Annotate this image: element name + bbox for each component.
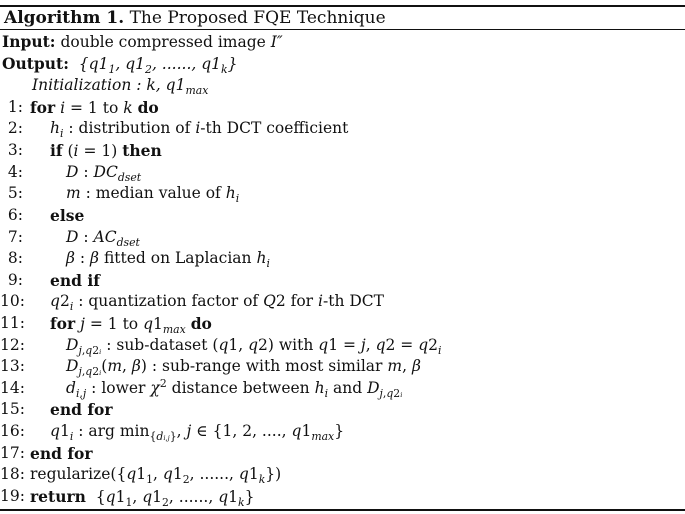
line-content: end if — [50, 271, 100, 290]
line-number: 16: — [0, 422, 25, 440]
line-content: $q2_i$ : quantization factor of Q2 for i-th DCT — [50, 292, 385, 314]
algorithm-title — [4, 7, 386, 29]
line-number: 18: — [0, 465, 25, 483]
bottom-rule — [0, 509, 685, 511]
line-content: end for — [50, 400, 113, 419]
line-number: 7: — [7, 228, 23, 246]
line-number: 9: — [7, 271, 23, 289]
line-number: 5: — [7, 184, 23, 202]
line-number: 1: — [7, 98, 23, 116]
line-number: 14: — [0, 379, 25, 397]
line-content: $regularize(\{q1_1$, $q1_2$, ......, $q1_k$}) — [30, 465, 282, 487]
input-label: Input: — [2, 32, 56, 51]
line-number: 3: — [7, 141, 23, 159]
line-number: 17: — [0, 444, 25, 462]
line-content: $D_{j,q2i}$ : sub-dataset (q1, q2) with q1 = j, $q2 = q2_i$ — [66, 336, 442, 358]
line-content: β : β fitted on Laplacian $h_i$ — [66, 249, 270, 271]
line-content: end for — [30, 444, 93, 463]
algorithm-label: Algorithm 1. — [4, 8, 125, 28]
line-number: 8: — [7, 249, 23, 267]
line-number: 2: — [7, 119, 23, 137]
input-var: I″ — [270, 33, 283, 51]
line-content: $q1_i$ : arg $\min_{\{di,j\}}$, j ∈ {1, 2, ...., $q1_{max}$} — [50, 422, 345, 444]
line-content: else — [50, 206, 85, 225]
line-content: $h_i$ : distribution of i-th DCT coefficient — [50, 119, 349, 141]
init-text: Initialization : k, $q1_{max}$ — [32, 76, 209, 98]
line-number: 10: — [0, 292, 25, 310]
line-content: $D_{j,q2i}(m$, β) : sub-range with most similar m, β — [66, 357, 421, 379]
line-number: 6: — [7, 206, 23, 224]
line-content: if (i = 1) then — [50, 141, 162, 160]
line-content: return {$q1_1$, $q1_2$, ......, $q1_k$} — [30, 487, 255, 510]
output-label: Output: — [2, 54, 69, 73]
input-text: double compressed image — [60, 33, 266, 51]
line-content: D : $AC_{dset}$ — [66, 228, 140, 250]
output-text: {$q1_1$, $q1_2$, ......, $q1_k$} — [73, 55, 238, 77]
line-number: 19: — [0, 487, 25, 505]
line-content: $d_{i,j}$ : lower $\chi^2$ distance between $h_i$ and $D_{j,q2i}$ — [66, 376, 403, 401]
line-content: D : $DC_{dset}$ — [66, 163, 142, 185]
line-number: 11: — [0, 314, 25, 332]
line-number: 13: — [0, 357, 25, 375]
line-number: 12: — [0, 336, 25, 354]
line-content: for i = 1 to k do — [30, 98, 159, 117]
line-content: m : median value of $h_i$ — [66, 184, 240, 206]
line-content: for j = 1 to $q1_{max}$ do — [50, 314, 212, 337]
line-number: 4: — [7, 163, 23, 181]
line-number: 15: — [0, 400, 25, 418]
algorithm-name: The Proposed FQE Technique — [129, 8, 386, 28]
